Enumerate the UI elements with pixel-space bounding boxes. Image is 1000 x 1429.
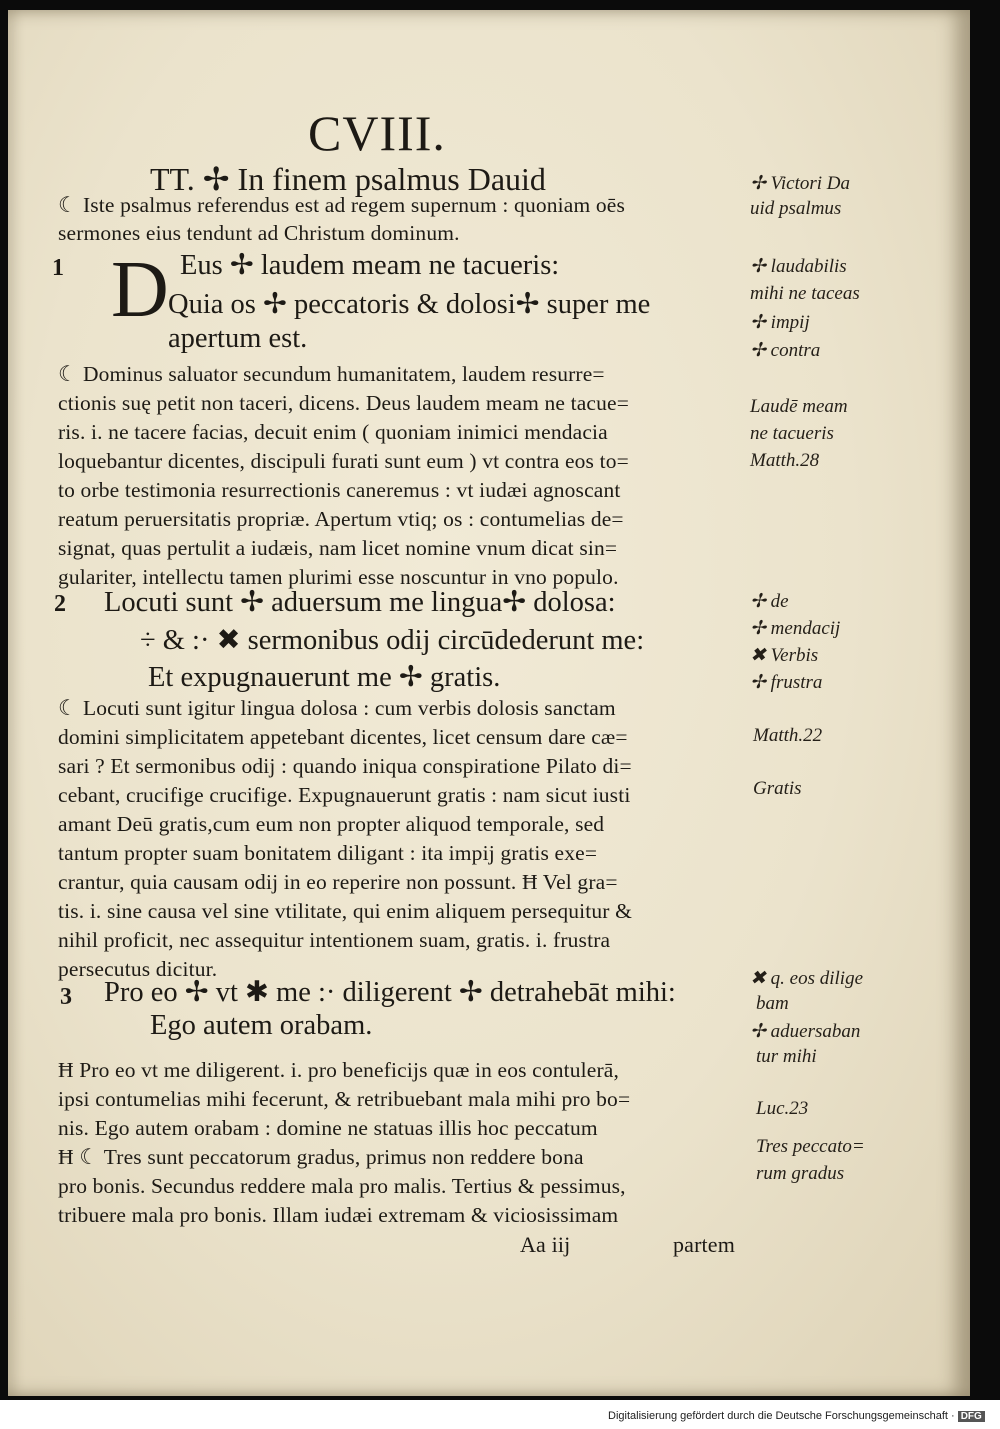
commentary-line: reatum peruersitatis propriæ. Apertum vtiq; os : contumelias de= xyxy=(58,507,624,531)
margin-note: mihi ne taceas xyxy=(750,283,860,304)
margin-note: Laudē meam xyxy=(750,396,848,417)
commentary-line: ☾ Locuti sunt igitur lingua dolosa : cum verbis dolosis sanctam xyxy=(58,696,616,720)
verse-line: Pro eo ✢ vt ✱ me :· diligerent ✢ detrahebāt mihi: xyxy=(104,977,676,1008)
commentary-line: sari ? Et sermonibus odij : quando iniqua conspiratione Pilato di= xyxy=(58,754,632,778)
commentary-line: Ħ ☾ Tres sunt peccatorum gradus, primus non reddere bona xyxy=(58,1145,584,1169)
verse-line: Et expugnauerunt me ✢ gratis. xyxy=(148,662,501,693)
margin-note: ✢ de xyxy=(750,591,789,612)
margin-note: Matth.22 xyxy=(753,725,823,746)
funding-text: Digitalisierung gefördert durch die Deutsche Forschungsgemeinschaft · xyxy=(608,1410,955,1422)
margin-note: ✢ mendacij xyxy=(750,618,841,639)
verse-number: 1 xyxy=(52,255,64,281)
commentary-line: pro bonis. Secundus reddere mala pro malis. Tertius & pessimus, xyxy=(58,1174,626,1198)
verse-number: 2 xyxy=(54,591,66,617)
margin-note: Gratis xyxy=(753,778,802,799)
commentary-line: Ħ Pro eo vt me diligerent. i. pro beneficijs quæ in eos contulerā, xyxy=(58,1058,620,1082)
margin-note: ✢ impij xyxy=(750,312,810,333)
funding-footer xyxy=(608,1410,985,1422)
margin-note: ✖ Verbis xyxy=(750,645,819,666)
commentary-line: to orbe testimonia resurrectionis caneremus : vt iudæi agnoscant xyxy=(58,478,621,502)
folio-number: CVIII. xyxy=(308,105,446,161)
margin-note: ✢ frustra xyxy=(750,672,823,693)
verse-line: apertum est. xyxy=(168,323,308,354)
margin-note: Matth.28 xyxy=(750,450,820,471)
commentary-line: ☾ Dominus saluator secundum humanitatem, laudem resurre= xyxy=(58,362,605,386)
margin-note: ✢ contra xyxy=(750,340,821,361)
margin-note: ne tacueris xyxy=(750,423,834,444)
commentary-line: gulariter, intellectu tamen plurimi esse noscuntur in vno populo. xyxy=(58,565,619,589)
commentary-line: tribuere mala pro bonis. Illam iudæi extremam & viciosissimam xyxy=(58,1203,619,1227)
margin-note: ✢ Victori Da xyxy=(750,173,851,194)
verse-line: Ego autem orabam. xyxy=(150,1010,373,1041)
commentary-line: nis. Ego autem orabam : domine ne statuas illis hoc peccatum xyxy=(58,1116,598,1140)
verse-number: 3 xyxy=(60,984,72,1010)
margin-note: Luc.23 xyxy=(756,1098,809,1119)
margin-note: ✢ laudabilis xyxy=(750,256,847,277)
verse-line: ÷ & :· ✖ sermonibus odij circūdederunt me: xyxy=(140,625,645,656)
verse-line: Quia os ✢ peccatoris & dolosi✢ super me xyxy=(168,289,651,320)
book-page xyxy=(8,10,970,1396)
commentary-line: signat, quas pertulit a iudæis, nam licet nomine vnum dicat sin= xyxy=(58,536,618,560)
commentary-line: crantur, quia causam odij in eo reperire non possunt. Ħ Vel gra= xyxy=(58,870,618,894)
commentary-line: tis. i. sine causa vel sine vtilitate, qui enim aliquem persequitur & xyxy=(58,899,633,923)
margin-note: ✖ q. eos dilige xyxy=(750,968,864,989)
margin-note: bam xyxy=(756,993,789,1014)
commentary-line: ctionis suę petit non taceri, dicens. Deus laudem meam ne tacue= xyxy=(58,391,629,415)
intro-line: sermones eius tendunt ad Christum dominum. xyxy=(58,221,460,245)
catchword: partem xyxy=(673,1232,735,1257)
margin-note: tur mihi xyxy=(756,1046,817,1067)
verse-line: Eus ✢ laudem meam ne tacueris: xyxy=(180,250,560,281)
commentary-line: ris. i. ne tacere facias, decuit enim ( quoniam inimici mendacia xyxy=(58,420,608,444)
margin-note: ✢ aduersaban xyxy=(750,1021,861,1042)
commentary-line: loquebantur dicentes, discipuli furati sunt eum ) vt contra eos to= xyxy=(58,449,629,473)
margin-note: Tres peccato= xyxy=(756,1136,865,1157)
commentary-line: amant Deū gratis,cum eum non propter aliquod temporale, sed xyxy=(58,812,605,836)
drop-capital: D xyxy=(111,246,169,334)
commentary-line: tantum propter suam bonitatem diligant : ita impij gratis exe= xyxy=(58,841,598,865)
margin-note: rum gradus xyxy=(756,1163,845,1184)
commentary-line: ipsi contumelias mihi fecerunt, & retribuebant mala mihi pro bo= xyxy=(58,1087,631,1111)
commentary-line: domini simplicitatem appetebant dicentes, licet censum dare cæ= xyxy=(58,725,628,749)
signature-mark: Aa iij xyxy=(520,1232,571,1257)
verse-line: Locuti sunt ✢ aduersum me lingua✢ dolosa: xyxy=(104,587,616,618)
psalm-title: TT. ✢ In finem psalmus Dauid xyxy=(150,161,546,197)
commentary-line: cebant, crucifige crucifige. Expugnauerunt gratis : nam sicut iusti xyxy=(58,783,631,807)
margin-note: uid psalmus xyxy=(750,198,842,219)
commentary-line: nihil proficit, nec assequitur intentionem suam, gratis. i. frustra xyxy=(58,928,611,952)
dfg-logo: DFG xyxy=(958,1411,985,1422)
intro-line: ☾ Iste psalmus referendus est ad regem supernum : quoniam oēs xyxy=(58,193,625,217)
commentary-line: persecutus dicitur. xyxy=(58,957,218,981)
